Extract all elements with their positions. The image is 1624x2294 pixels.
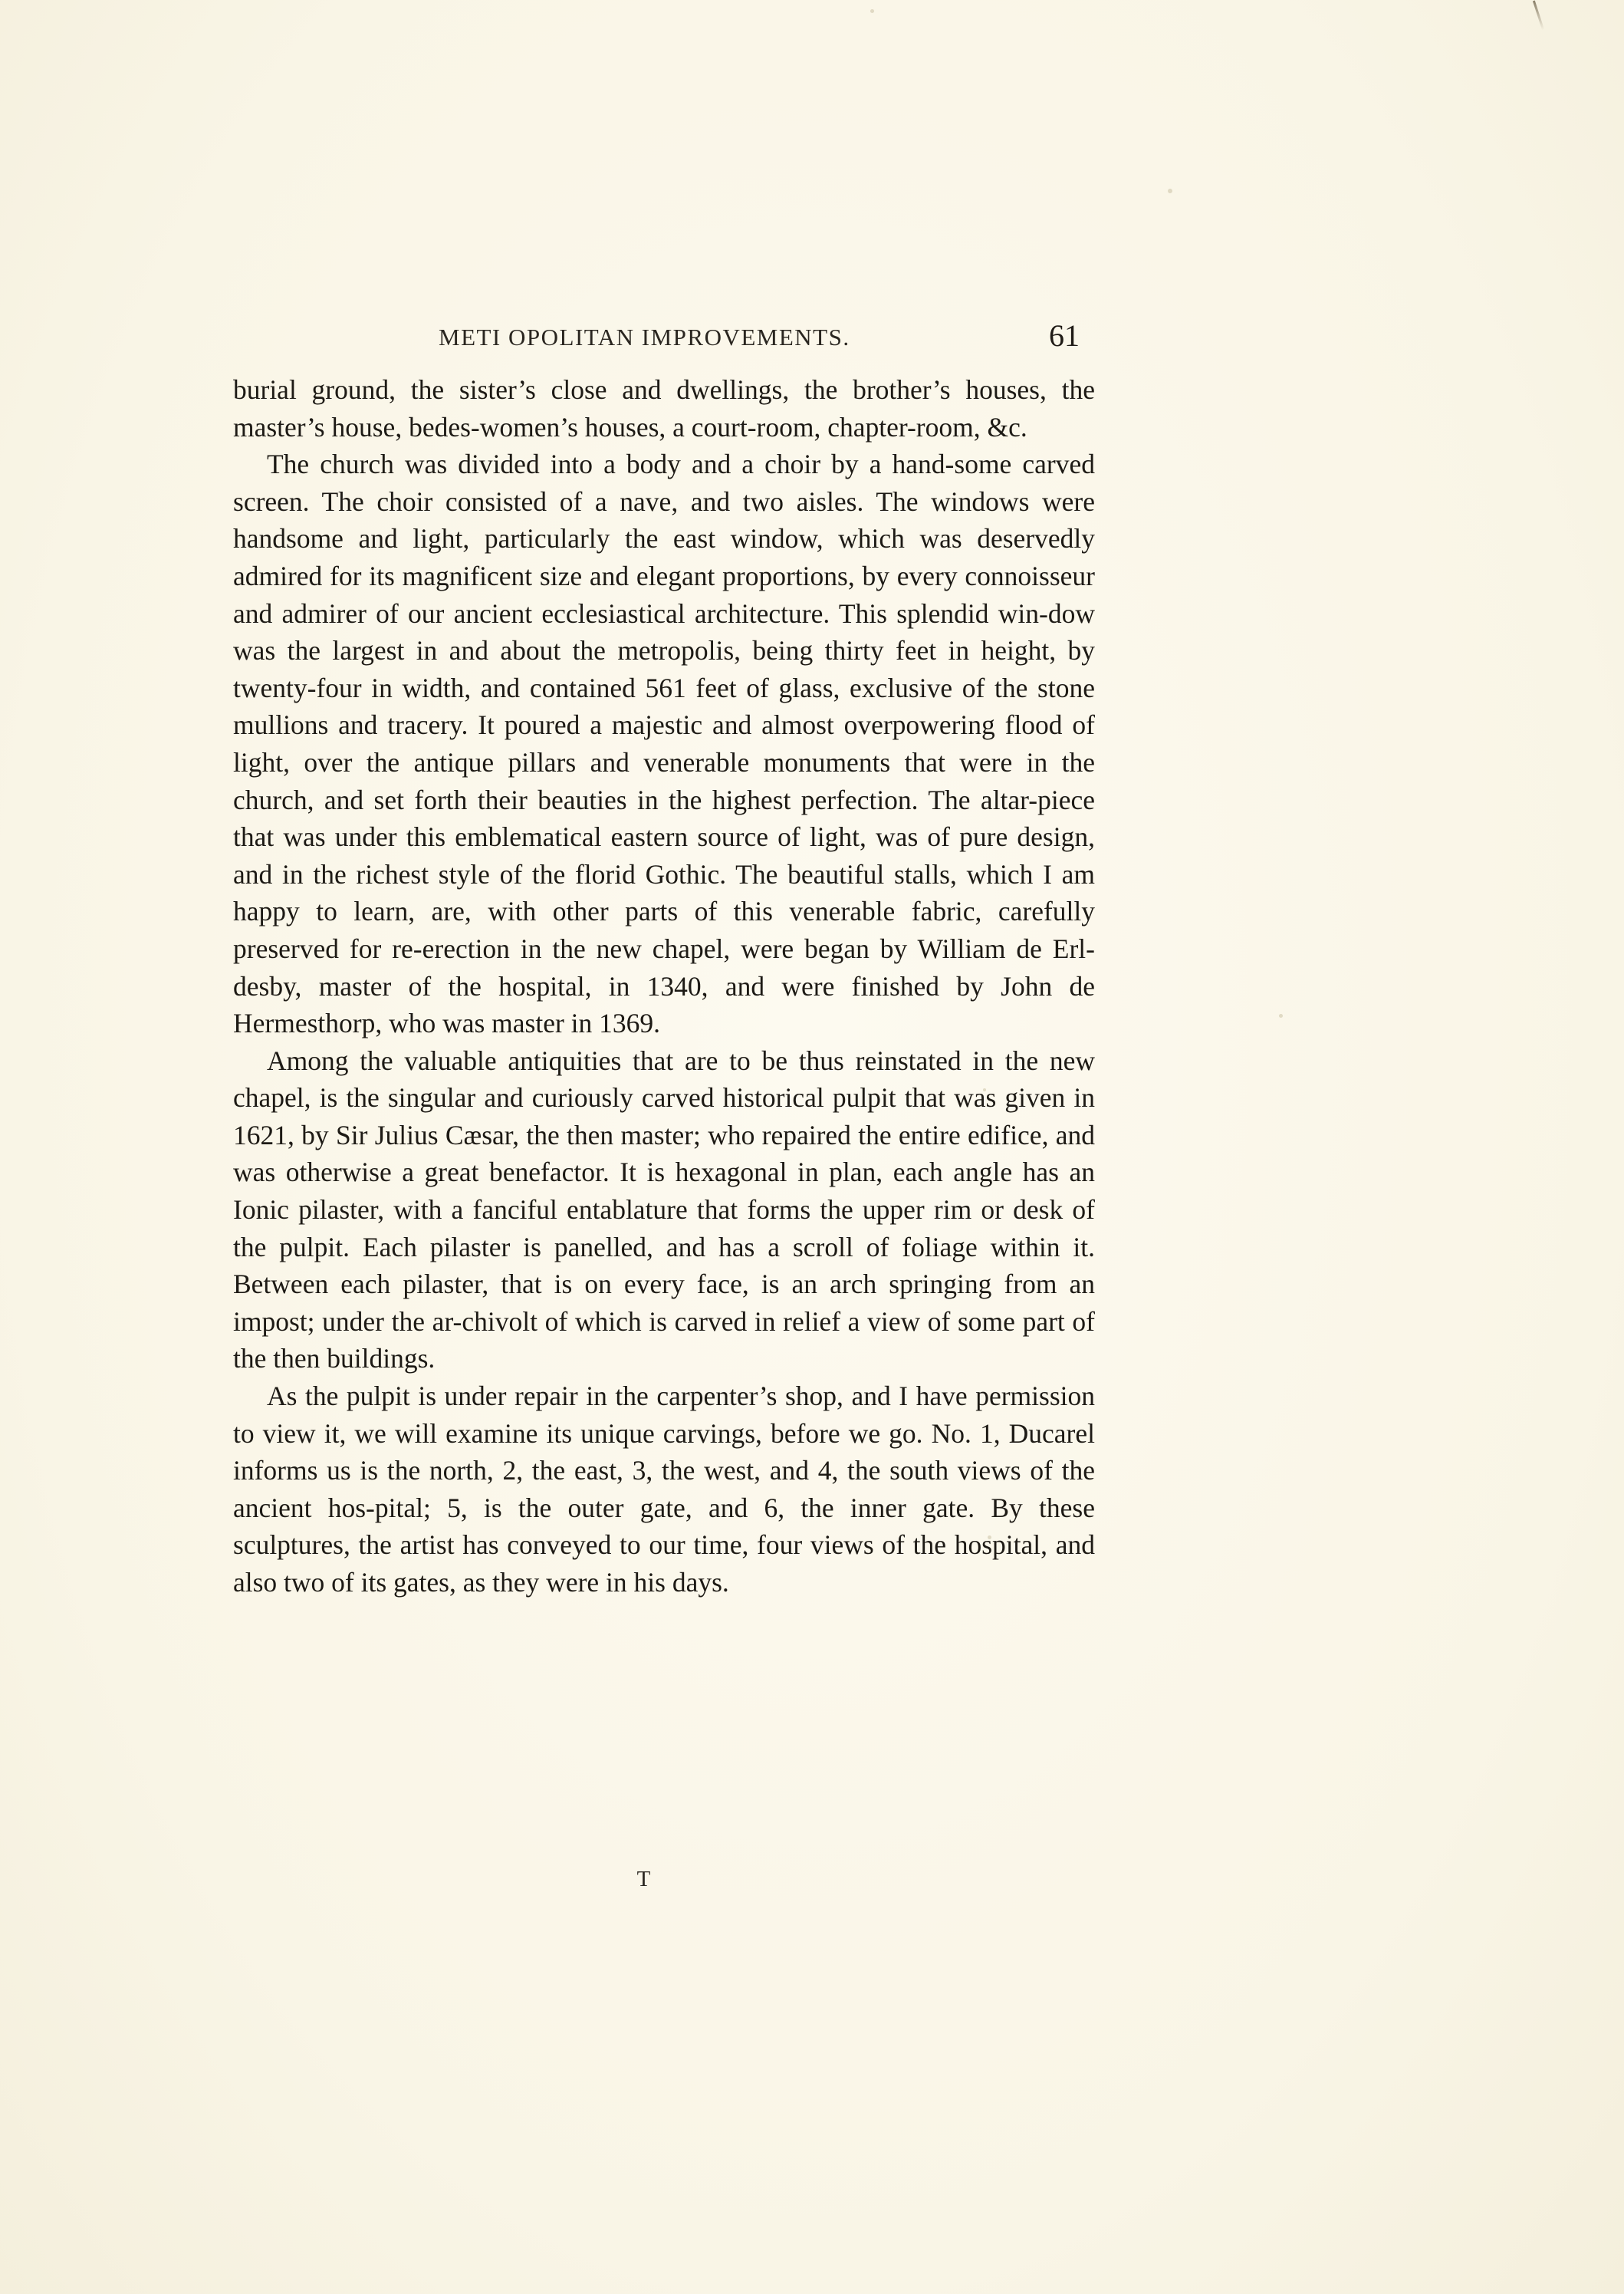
paragraph: As the pulpit is under repair in the carpenter’s shop, and I have permission to view it, we will examine its unique carvings, before we go. No. 1, Ducarel informs us is the north, 2, the east, 3, the west, and 4, the south views of the ancient hos-pital; 5, is the outer gate, and 6, the inner gate. By these sculptures, the artist has conveyed to our time, four views of the hospital, and also two of its gates, as they were in his days.: [233, 1381, 1095, 1598]
body-text: [233, 371, 1095, 1601]
page-edge-mark: [1533, 1, 1544, 31]
paragraph: burial ground, the sister’s close and dwellings, the brother’s houses, the master’s house, bedes-women’s houses, a court-room, chapter-room, &c.: [233, 374, 1095, 443]
paper-spot: [1168, 189, 1172, 193]
page-header: [233, 313, 1084, 359]
paragraph: Among the valuable antiquities that are to be thus reinstated in the new chapel, is the singular and curiously carved historical pulpit that was given in 1621, by Sir Julius Cæsar, the then master; who repaired the entire edifice, and was otherwise a great benefactor. It is hexagonal in plan, each angle has an Ionic pilaster, with a fanciful entablature that forms the upper rim or desk of the pulpit. Each pilaster is panelled, and has a scroll of foliage within it. Between each pilaster, that is on every face, is an arch springing from an impost; under the ar-chivolt of which is carved in relief a view of some part of the then buildings.: [233, 1045, 1095, 1374]
page-number: 61: [1049, 318, 1080, 353]
running-title: METI OPOLITAN IMPROVEMENTS.: [439, 324, 850, 351]
paragraph: The church was divided into a body and a choir by a hand-some carved screen. The choir consisted of a nave, and two aisles. The windows were handsome and light, particularly the east window, which was deservedly admired for its magnificent size and elegant proportions, by every connoisseur and admirer of our ancient ecclesiastical architecture. This splendid win-dow was the largest in and about the metropolis, being thirty feet in height, by twenty-four in width, and contained 561 feet of glass, exclusive of the stone mullions and tracery. It poured a majestic and almost overpowering flood of light, over the antique pillars and venerable monuments that were in the church, and set forth their beauties in the highest perfection. The altar-piece that was under this emblematical eastern source of light, was of pure design, and in the richest style of the florid Gothic. The beautiful stalls, which I am happy to learn, are, with other parts of this venerable fabric, carefully preserved for re-erection in the new chapel, were began by William de Erl-desby, master of the hospital, in 1340, and were finished by John de Hermesthorp, who was master in 1369.: [233, 449, 1095, 1039]
paper-spot: [1279, 1014, 1283, 1018]
paper-spot: [870, 9, 874, 13]
signature-mark: T: [636, 1867, 652, 1891]
